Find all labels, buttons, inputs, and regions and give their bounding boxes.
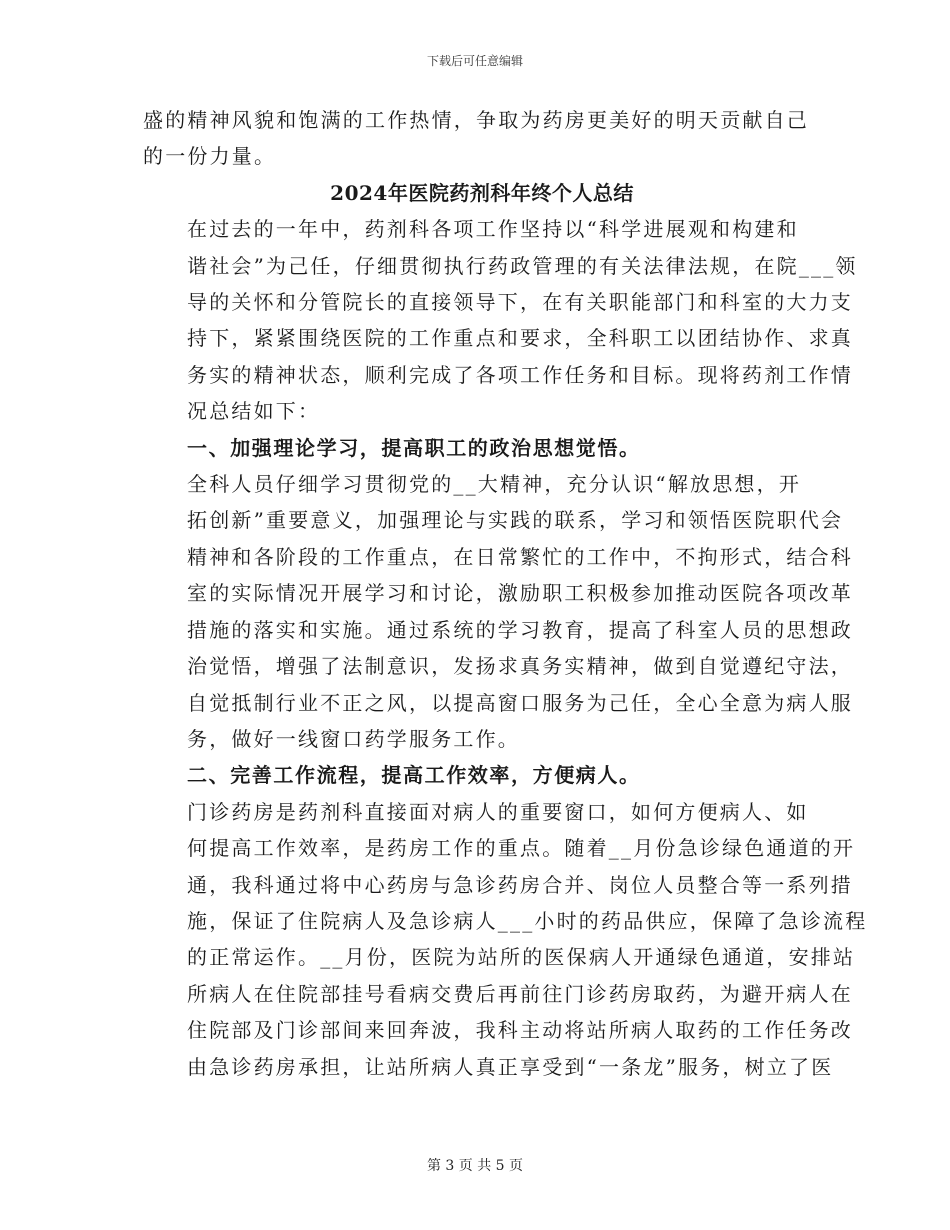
text-line: 在过去的一年中，药剂科各项工作坚持以“科学进展观和构建和 bbox=[187, 217, 799, 242]
text-line: 施，保证了住院病人及急诊病人___小时的药品供应，保障了急诊流程 bbox=[187, 908, 868, 933]
text-line: 持下，紧紧围绕医院的工作重点和要求，全科职工以团结协作、求真 bbox=[187, 326, 853, 351]
text-line: 拓创新”重要意义，加强理论与实践的联系，学习和领悟医院职代会 bbox=[187, 508, 844, 533]
text-line: 治觉悟，增强了法制意识，发扬求真务实精神，做到自觉遵纪守法， bbox=[187, 654, 853, 679]
text-line: 住院部及门诊部间来回奔波，我科主动将站所病人取药的工作任务改 bbox=[187, 1018, 853, 1043]
text-line: 盛的精神风貌和饱满的工作热情，争取为药房更美好的明天贡献自己 bbox=[143, 108, 809, 132]
text-line: 所病人在住院部挂号看病交费后再前往门诊药房取药，为避开病人在 bbox=[187, 981, 853, 1006]
section-heading-2: 二、完善工作流程，提高工作效率，方便病人。 bbox=[187, 763, 641, 788]
text-line: 通，我科通过将中心药房与急诊药房合并、岗位人员整合等一系列措 bbox=[187, 872, 853, 897]
text-line: 导的关怀和分管院长的直接领导下，在有关职能部门和科室的大力支 bbox=[187, 290, 853, 315]
text-line: 精神和各阶段的工作重点，在日常繁忙的工作中，不拘形式，结合科 bbox=[187, 544, 853, 569]
text-line: 的正常运作。__月份，医院为站所的医保病人开通绿色通道，安排站 bbox=[187, 945, 856, 970]
section-heading-1: 一、加强理论学习，提高职工的政治思想觉悟。 bbox=[187, 435, 641, 460]
text-line: 由急诊药房承担，让站所病人真正享受到“一条龙”服务，树立了医 bbox=[187, 1054, 834, 1079]
continuation-paragraph bbox=[143, 102, 807, 175]
text-line: 何提高工作效率，是药房工作的重点。随着__月份急诊绿色通道的开 bbox=[187, 836, 856, 861]
page-header-note: 下载后可任意编辑 bbox=[426, 54, 523, 68]
text-line: 务，做好一线窗口药学服务工作。 bbox=[187, 726, 520, 751]
section-paragraph-2 bbox=[143, 794, 868, 1085]
intro-paragraph bbox=[143, 211, 858, 429]
document-title: 2024年医院药剂科年终个人总结 bbox=[330, 180, 634, 205]
text-line: 的一份力量。 bbox=[143, 144, 277, 169]
page-number: 第 3 页 共 5 页 bbox=[426, 1158, 524, 1174]
text-line: 室的实际情况开展学习和讨论，激励职工积极参加推动医院各项改革 bbox=[187, 581, 853, 606]
text-line: 措施的落实和实施。通过系统的学习教育，提高了科室人员的思想政 bbox=[187, 617, 853, 642]
document-body bbox=[143, 102, 868, 1085]
text-line: 自觉抵制行业不正之风，以提高窗口服务为己任，全心全意为病人服 bbox=[187, 690, 853, 715]
section-paragraph-1 bbox=[143, 466, 853, 757]
text-line: 全科人员仔细学习贯彻党的__大精神，充分认识“解放思想，开 bbox=[187, 472, 802, 497]
text-line: 谐社会”为己任，仔细贯彻执行药政管理的有关法律法规，在院___领 bbox=[187, 253, 858, 278]
text-line: 门诊药房是药剂科直接面对病人的重要窗口，如何方便病人、如 bbox=[187, 799, 809, 824]
text-line: 务实的精神状态，顺利完成了各项工作任务和目标。现将药剂工作情 bbox=[187, 362, 853, 387]
text-line: 况总结如下： bbox=[187, 399, 321, 424]
